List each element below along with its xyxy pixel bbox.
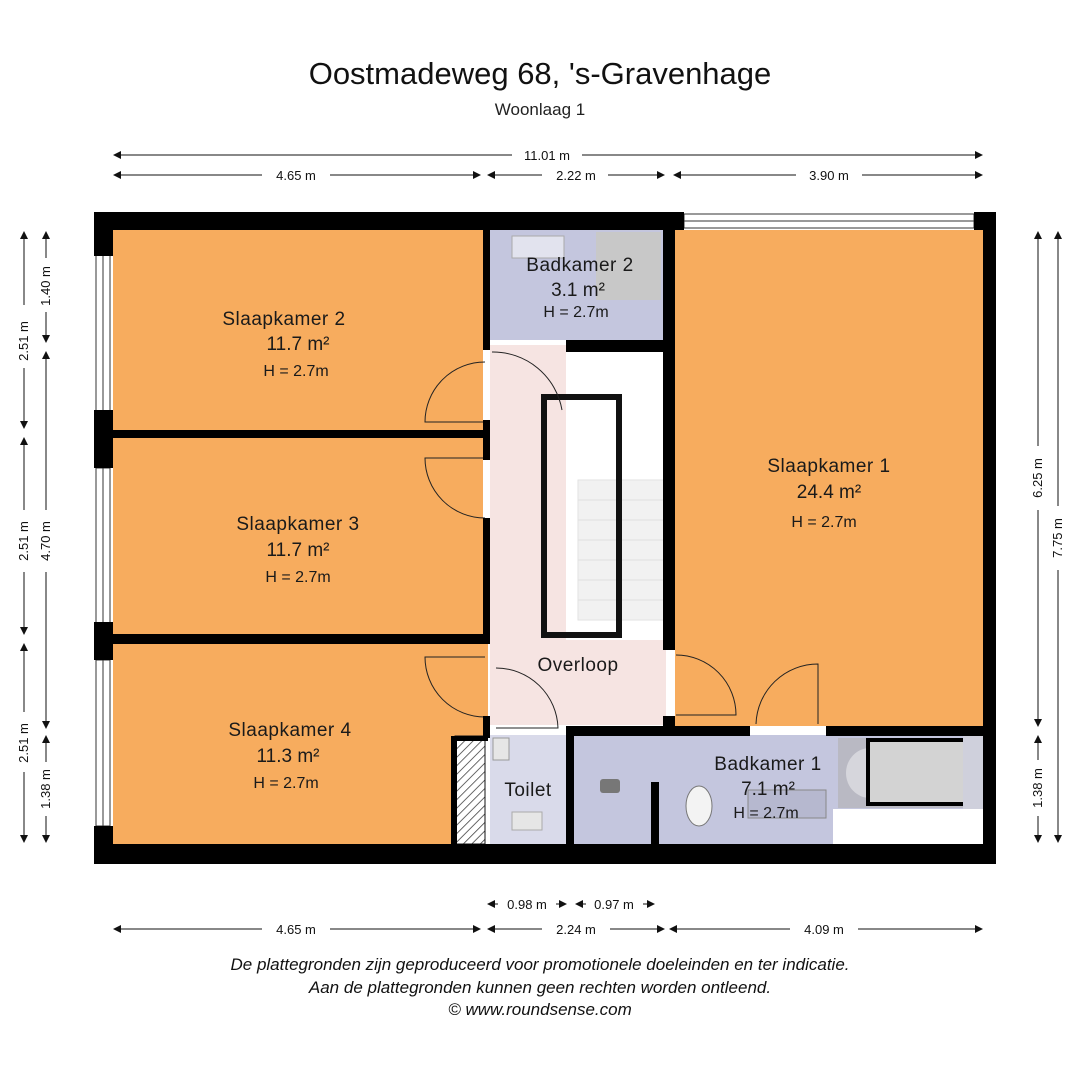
dimension-right-inner xyxy=(1030,232,1045,842)
dim-left-outer-2-label: 2.51 m xyxy=(16,521,31,561)
wall-bottom xyxy=(94,844,996,864)
dimension-bottom-segments xyxy=(114,922,982,937)
svg-text:Badkamer 2: Badkamer 2 xyxy=(526,255,634,276)
dim-bottom-right-label: 4.09 m xyxy=(804,922,844,937)
svg-text:Slaapkamer 1: Slaapkamer 1 xyxy=(767,456,891,477)
wc-icon xyxy=(686,786,712,826)
svg-text:11.7 m²: 11.7 m² xyxy=(266,540,330,561)
wall-right xyxy=(983,212,996,864)
toilet-sink-icon xyxy=(493,738,509,760)
dim-bottom-small-left-label: 0.98 m xyxy=(507,897,547,912)
dim-right-inner-2-label: 1.38 m xyxy=(1030,768,1045,808)
room-slaapkamer-3 xyxy=(113,438,483,634)
floor-subtitle: Woonlaag 1 xyxy=(494,100,586,119)
dimension-left-outer xyxy=(16,232,31,842)
svg-text:H = 2.7m: H = 2.7m xyxy=(543,304,609,321)
dim-top-mid-label: 2.22 m xyxy=(556,168,596,183)
room-slaapkamer-1 xyxy=(675,230,985,726)
svg-text:Slaapkamer 2: Slaapkamer 2 xyxy=(222,309,346,330)
dimension-bottom-small xyxy=(488,897,654,912)
dim-right-outer-label: 7.75 m xyxy=(1050,518,1065,558)
page-title: Oostmadeweg 68, 's-Gravenhage xyxy=(308,56,772,91)
dim-left-inner-3-label: 1.38 m xyxy=(38,769,53,809)
svg-text:H = 2.7m: H = 2.7m xyxy=(265,569,331,586)
wall-top-left xyxy=(94,212,684,230)
dim-left-outer-3-label: 2.51 m xyxy=(16,723,31,763)
svg-text:11.3 m²: 11.3 m² xyxy=(256,746,320,767)
dimension-right-outer xyxy=(1050,232,1065,842)
svg-text:7.1 m²: 7.1 m² xyxy=(741,779,795,800)
dim-right-inner-1-label: 6.25 m xyxy=(1030,458,1045,498)
shower-head-icon xyxy=(600,779,620,793)
svg-text:Slaapkamer 4: Slaapkamer 4 xyxy=(228,720,352,741)
room-slaapkamer-2 xyxy=(113,230,483,430)
dim-bottom-small-right-label: 0.97 m xyxy=(594,897,634,912)
svg-text:Slaapkamer 3: Slaapkamer 3 xyxy=(236,514,360,535)
disclaimer-line-1: De plattegronden zijn geproduceerd voor promotionele doeleinden en ter indicatie. xyxy=(230,955,850,974)
dimension-left-inner xyxy=(38,232,53,842)
room-label-overloop: Overloop xyxy=(537,655,619,676)
copyright-link[interactable]: © www.roundsense.com xyxy=(448,1000,632,1019)
dim-left-outer-1-label: 2.51 m xyxy=(16,321,31,361)
wall-bed2-bed3 xyxy=(113,430,490,438)
room-slaapkamer-4 xyxy=(113,644,451,844)
shaft-icon xyxy=(455,736,485,844)
dimension-top-segments xyxy=(114,168,982,183)
room-label-toilet: Toilet xyxy=(504,780,552,801)
dim-bottom-left-label: 4.65 m xyxy=(276,922,316,937)
svg-text:H = 2.7m: H = 2.7m xyxy=(733,805,799,822)
dim-top-left-label: 4.65 m xyxy=(276,168,316,183)
svg-text:3.1 m²: 3.1 m² xyxy=(551,280,605,301)
svg-text:H = 2.7m: H = 2.7m xyxy=(253,775,319,792)
svg-text:11.7 m²: 11.7 m² xyxy=(266,334,330,355)
svg-text:24.4 m²: 24.4 m² xyxy=(796,482,862,503)
wall-bed3-bed4 xyxy=(113,634,490,644)
dim-top-total-label: 11.01 m xyxy=(523,148,571,163)
dim-left-inner-2-label: 4.70 m xyxy=(38,521,53,561)
dim-bottom-mid-label: 2.24 m xyxy=(556,922,596,937)
dimension-top-total xyxy=(114,148,982,163)
wall-overloop-right xyxy=(663,230,675,650)
disclaimer-line-2: Aan de plattegronden kunnen geen rechten worden ontleend. xyxy=(308,978,772,997)
dim-left-inner-1-label: 1.40 m xyxy=(38,266,53,306)
svg-text:H = 2.7m: H = 2.7m xyxy=(263,363,329,380)
dim-top-right-label: 3.90 m xyxy=(809,168,849,183)
svg-text:H = 2.7m: H = 2.7m xyxy=(791,514,857,531)
svg-text:Badkamer 1: Badkamer 1 xyxy=(714,754,822,775)
toilet-bowl-icon xyxy=(512,812,542,830)
